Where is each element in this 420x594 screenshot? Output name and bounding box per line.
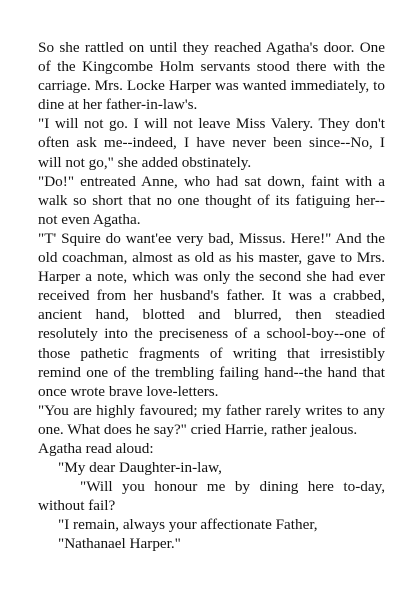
paragraph: "Do!" entreated Anne, who had sat down, faint with a walk so short that no one thought of its fatiguing her--not even Agatha. xyxy=(38,172,385,228)
letter-closing: "I remain, always your affectionate Father, xyxy=(58,516,318,534)
paragraph: "You are highly favoured; my father rarely writes to any one. What does he say?" cried Harrie, rather jealous. xyxy=(38,401,385,438)
letter-salutation: "My dear Daughter-in-law, xyxy=(58,459,222,477)
letter-body: "Will you honour me by dining here to-day, without fail? xyxy=(38,478,385,515)
document-page xyxy=(38,38,385,554)
paragraph: Agatha read aloud: xyxy=(38,439,154,457)
paragraph: So she rattled on until they reached Agatha's door. One of the Kingcombe Holm servants stood there with the carriage. Mrs. Locke Harper was wanted immediately, to dine at her father-in-law's. xyxy=(38,39,385,114)
paragraph: "T' Squire do want'ee very bad, Missus. Here!" And the old coachman, almost as old as his master, gave to Mrs. Harper a note, which was only the second she had ever received from her husband's father. It was a crabbed, ancient hand, blotted and blurred, then steadied resolutely into the preciseness of a school-boy--one of those pathetic fragments of writing that irresistibly remind one of the trembling failing hand--the hand that once wrote brave love-letters. xyxy=(38,229,385,400)
paragraph: "I will not go. I will not leave Miss Valery. They don't often ask me--indeed, I have never been since--No, I will not go," she added obstinately. xyxy=(38,115,385,171)
letter-signature: "Nathanael Harper." xyxy=(58,535,181,553)
